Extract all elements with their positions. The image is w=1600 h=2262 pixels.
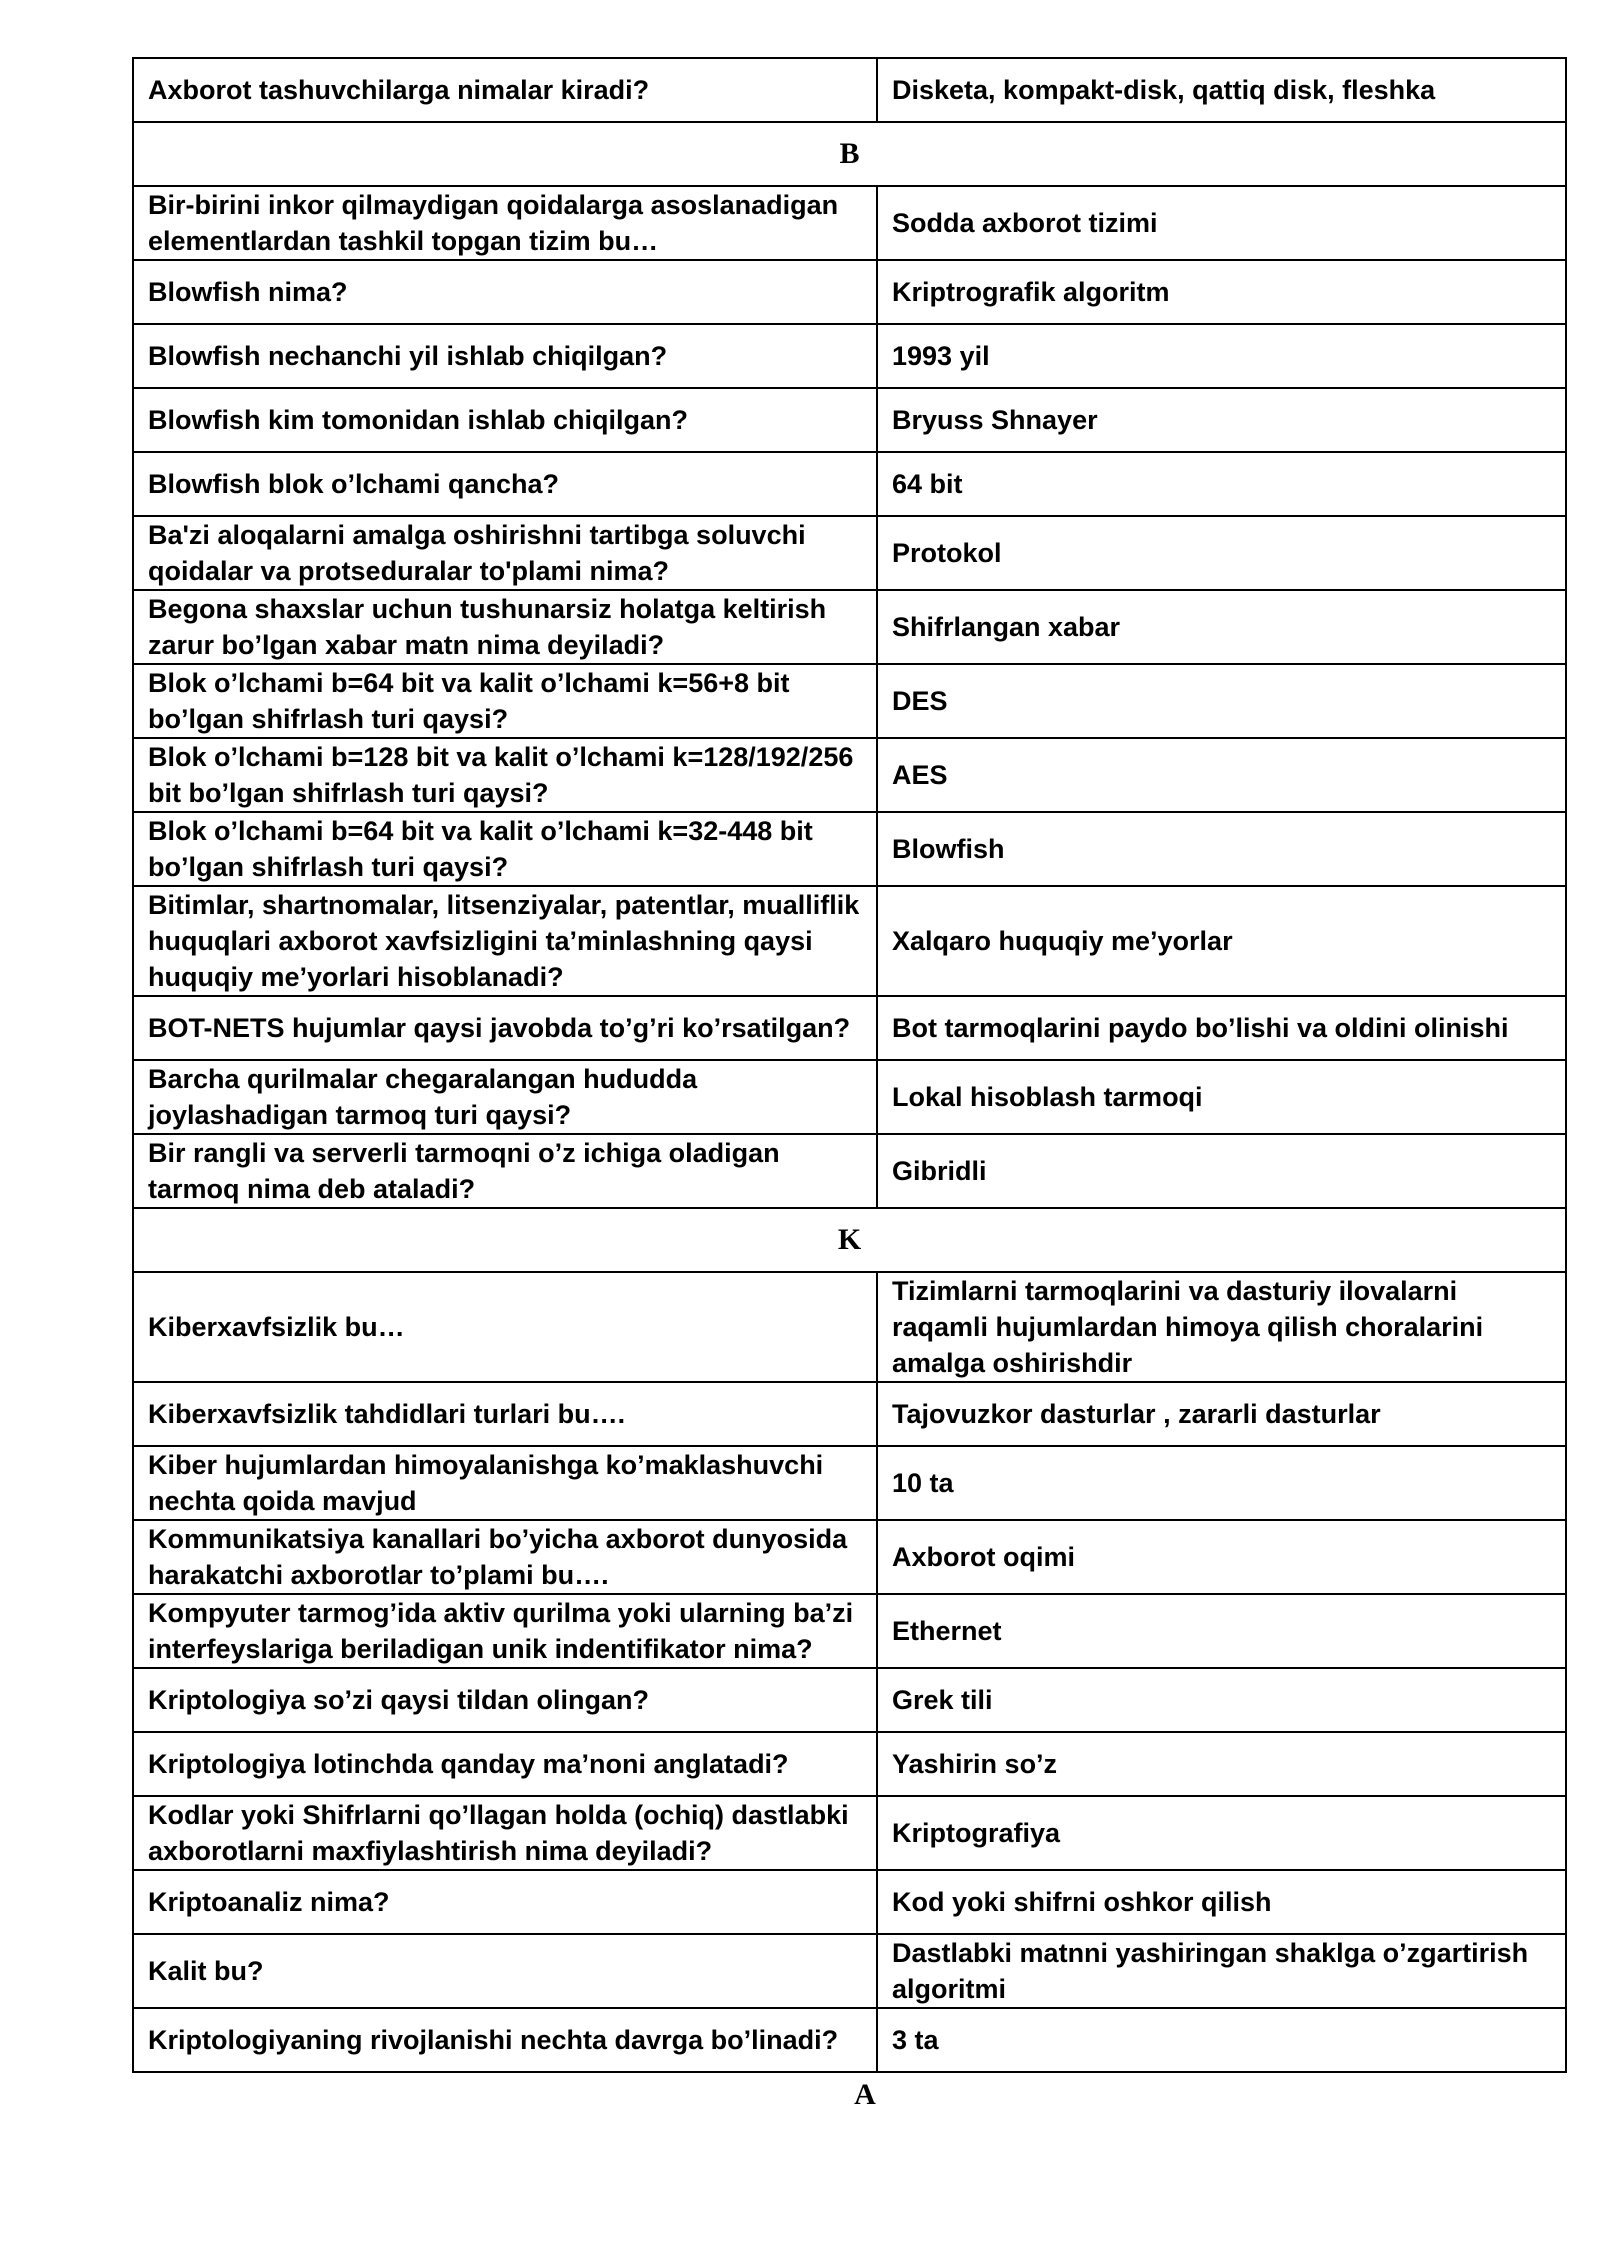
answer-cell: DES [877, 664, 1566, 738]
table-row [133, 324, 1566, 388]
table-row [133, 1272, 1566, 1382]
question-cell: Blowfish nima? [133, 260, 877, 324]
table-row [133, 1934, 1566, 2008]
table-row [133, 186, 1566, 260]
answer-cell: Disketa, kompakt-disk, qattiq disk, fleshka [877, 58, 1566, 122]
question-cell: Kriptologiyaning rivojlanishi nechta davrga bo’linadi? [133, 2008, 877, 2072]
answer-cell: 1993 yil [877, 324, 1566, 388]
question-cell: Kiberxavfsizlik bu… [133, 1272, 877, 1382]
question-cell: Barcha qurilmalar chegaralangan hududda joylashadigan tarmoq turi qaysi? [133, 1060, 877, 1134]
answer-cell: AES [877, 738, 1566, 812]
table-row [133, 1668, 1566, 1732]
question-cell: Begona shaxslar uchun tushunarsiz holatga keltirish zarur bo’lgan xabar matn nima deyiladi? [133, 590, 877, 664]
question-cell: Blowfish kim tomonidan ishlab chiqilgan? [133, 388, 877, 452]
question-cell: Ba'zi aloqalarni amalga oshirishni tartibga soluvchi qoidalar va protseduralar to'plami nima? [133, 516, 877, 590]
answer-cell: Lokal hisoblash tarmoqi [877, 1060, 1566, 1134]
question-cell: BOT-NETS hujumlar qaysi javobda to’g’ri ko’rsatilgan? [133, 996, 877, 1060]
table-row [133, 886, 1566, 996]
table-row [133, 1594, 1566, 1668]
question-cell: Axborot tashuvchilarga nimalar kiradi? [133, 58, 877, 122]
answer-cell: 64 bit [877, 452, 1566, 516]
question-cell: Kiber hujumlardan himoyalanishga ko’maklashuvchi nechta qoida mavjud [133, 1446, 877, 1520]
question-cell: Kommunikatsiya kanallari bo’yicha axborot dunyosida harakatchi axborotlar to’plami bu…. [133, 1520, 877, 1594]
section-header-row [133, 122, 1566, 186]
question-cell: Blok o’lchami b=64 bit va kalit o’lchami k=32-448 bit bo’lgan shifrlash turi qaysi? [133, 812, 877, 886]
table-row [133, 996, 1566, 1060]
table-row [133, 452, 1566, 516]
table-row [133, 1870, 1566, 1934]
question-cell: Bitimlar, shartnomalar, litsenziyalar, patentlar, mualliflik huquqlari axborot xavfsizligini ta’minlashning qaysi huquqiy me’yorlari hisoblanadi? [133, 886, 877, 996]
answer-cell: Kriptrografik algoritm [877, 260, 1566, 324]
answer-cell: 10 ta [877, 1446, 1566, 1520]
answer-cell: 3 ta [877, 2008, 1566, 2072]
answer-cell: Sodda axborot tizimi [877, 186, 1566, 260]
answer-cell: Grek tili [877, 1668, 1566, 1732]
question-cell: Kiberxavfsizlik tahdidlari turlari bu…. [133, 1382, 877, 1446]
table-row [133, 1134, 1566, 1208]
table-row [133, 516, 1566, 590]
qa-table [132, 57, 1567, 2073]
question-cell: Bir-birini inkor qilmaydigan qoidalarga asoslanadigan elementlardan tashkil topgan tizim bu… [133, 186, 877, 260]
question-cell: Bir rangli va serverli tarmoqni o’z ichiga oladigan tarmoq nima deb ataladi? [133, 1134, 877, 1208]
question-cell: Blok o’lchami b=64 bit va kalit o’lchami k=56+8 bit bo’lgan shifrlash turi qaysi? [133, 664, 877, 738]
answer-cell: Gibridli [877, 1134, 1566, 1208]
table-row [133, 1796, 1566, 1870]
question-cell: Blok o’lchami b=128 bit va kalit o’lchami k=128/192/256 bit bo’lgan shifrlash turi qaysi? [133, 738, 877, 812]
table-row [133, 1446, 1566, 1520]
answer-cell: Kriptografiya [877, 1796, 1566, 1870]
answer-cell: Xalqaro huquqiy me’yorlar [877, 886, 1566, 996]
table-row [133, 590, 1566, 664]
question-cell: Kriptologiya so’zi qaysi tildan olingan? [133, 1668, 877, 1732]
answer-cell: Shifrlangan xabar [877, 590, 1566, 664]
answer-cell: Kod yoki shifrni oshkor qilish [877, 1870, 1566, 1934]
section-letter: B [133, 122, 1566, 186]
answer-cell: Tizimlarni tarmoqlarini va dasturiy ilovalarni raqamli hujumlardan himoya qilish choralarini amalga oshirishdir [877, 1272, 1566, 1382]
question-cell: Kodlar yoki Shifrlarni qo’llagan holda (ochiq) dastlabki axborotlarni maxfiylashtirish nima deyiladi? [133, 1796, 877, 1870]
answer-cell: Protokol [877, 516, 1566, 590]
question-cell: Kalit bu? [133, 1934, 877, 2008]
answer-cell: Dastlabki matnni yashiringan shaklga o’zgartirish algoritmi [877, 1934, 1566, 2008]
table-row [133, 1732, 1566, 1796]
table-row [133, 1060, 1566, 1134]
answer-cell: Bryuss Shnayer [877, 388, 1566, 452]
table-row [133, 1520, 1566, 1594]
answer-cell: Axborot oqimi [877, 1520, 1566, 1594]
qa-table-body [133, 58, 1566, 2072]
table-row [133, 260, 1566, 324]
question-cell: Kriptoanaliz nima? [133, 1870, 877, 1934]
question-cell: Blowfish blok o’lchami qancha? [133, 452, 877, 516]
answer-cell: Blowfish [877, 812, 1566, 886]
answer-cell: Tajovuzkor dasturlar , zararli dasturlar [877, 1382, 1566, 1446]
table-row [133, 738, 1566, 812]
table-row [133, 2008, 1566, 2072]
table-row [133, 58, 1566, 122]
question-cell: Kriptologiya lotinchda qanday ma’noni anglatadi? [133, 1732, 877, 1796]
answer-cell: Yashirin so’z [877, 1732, 1566, 1796]
question-cell: Kompyuter tarmog’ida aktiv qurilma yoki ularning ba’zi interfeyslariga beriladigan unik indentifikator nima? [133, 1594, 877, 1668]
table-row [133, 812, 1566, 886]
footer-section-letter: A [854, 2078, 876, 2111]
answer-cell: Bot tarmoqlarini paydo bo’lishi va oldini olinishi [877, 996, 1566, 1060]
table-row [133, 1382, 1566, 1446]
table-row [133, 388, 1566, 452]
section-header-row [133, 1208, 1566, 1272]
answer-cell: Ethernet [877, 1594, 1566, 1668]
section-letter: K [133, 1208, 1566, 1272]
table-row [133, 664, 1566, 738]
question-cell: Blowfish nechanchi yil ishlab chiqilgan? [133, 324, 877, 388]
